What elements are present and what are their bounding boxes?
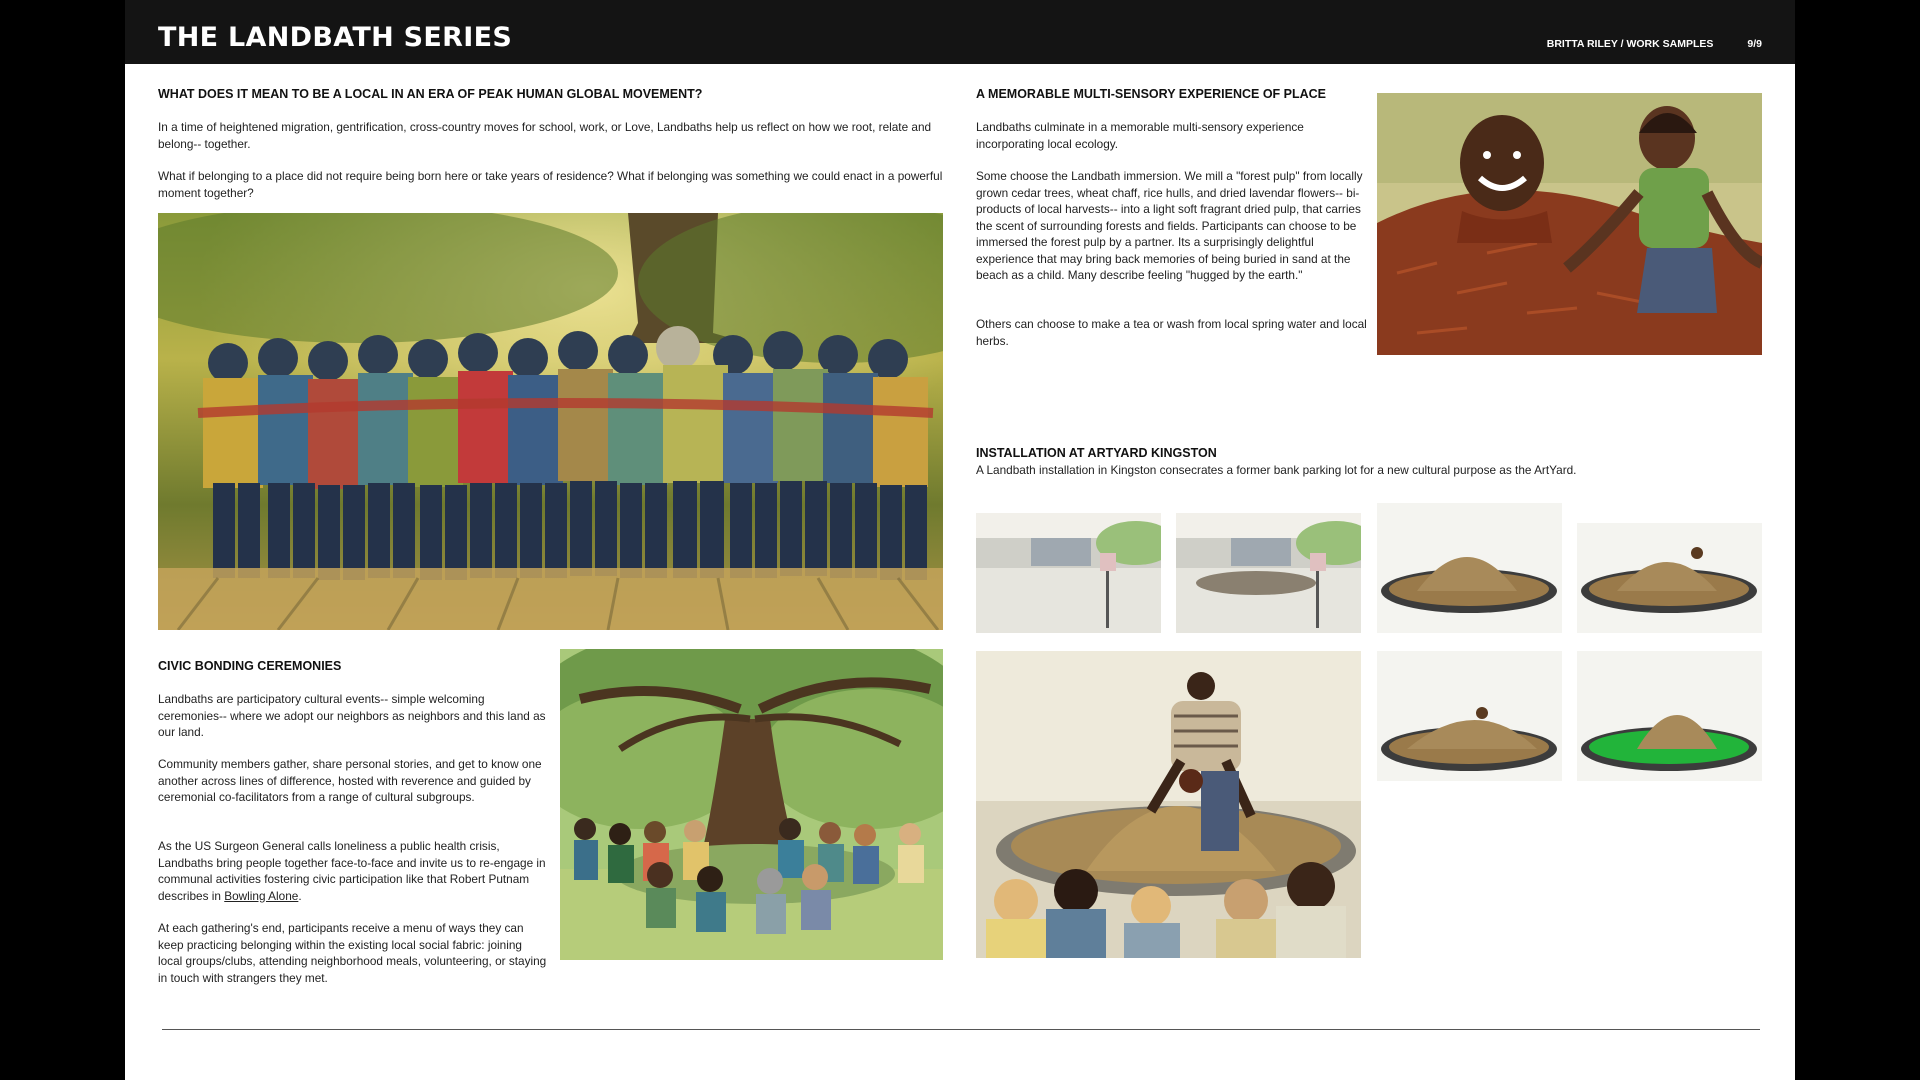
- paragraph-tea: Others can choose to make a tea or wash from local spring water and local herbs.: [976, 317, 1367, 348]
- tree-circle-illustration: [560, 649, 943, 960]
- paragraph-loneliness: [158, 838, 548, 904]
- section-heading-civic: CIVIC BONDING CEREMONIES: [158, 659, 342, 673]
- author-label: BRITTA RILEY / WORK SAMPLES: [1546, 38, 1714, 50]
- paragraph-belonging: What if belonging to a place did not require being born here or take years of residence? What if belonging was something we could enact in a powerful moment together?: [158, 169, 943, 200]
- immersion-illustration: [1377, 93, 1762, 355]
- installation-thumb-6: [1577, 651, 1762, 781]
- paragraph-artyard: A Landbath installation in Kingston consecrates a former bank parking lot for a new cultural purpose as the ArtYard.: [976, 463, 1577, 477]
- paragraph-ceremonies: Landbaths are participatory cultural events-- simple welcoming ceremonies-- where we adopt our neighbors as neighbors and this land as our land.: [158, 692, 546, 739]
- page-title: THE LANDBATH SERIES: [158, 22, 513, 53]
- loneliness-text-end: .: [298, 888, 302, 903]
- loneliness-text: As the US Surgeon General calls loneliness a public health crisis, Landbaths bring people together face-to-face and invite us to re-engage in communal activities fostering civic participation like that Robert Putnam describes in: [158, 839, 546, 903]
- group-embrace-illustration: [158, 213, 943, 630]
- paragraph-culminate: Landbaths culminate in a memorable multi-sensory experience incorporating local ecology.: [976, 120, 1304, 151]
- paragraph-immersion: Some choose the Landbath immersion. We mill a "forest pulp" from locally grown cedar trees, wheat chaff, rice hulls, and dried lavendar flowers-- bi-products of local harvests-- into a light soft fragrant dried pulp, that carries the scent of surrounding forests and fields. Participants can choose to be immersed the forest pulp by a partner. Its a surprisingly delightful experience that may bring back memories of being buried in sand at the beach as a child. Many describe feeling "hugged by the earth.": [976, 169, 1363, 282]
- paragraph-gathering-end: At each gathering's end, participants receive a menu of ways they can keep practicing belonging within the existing local social fabric: joining local groups/clubs, attending neighborhood meals, volunteering, or staying in touch with strangers they met.: [158, 921, 547, 985]
- bowling-alone-link[interactable]: Bowling Alone: [224, 888, 299, 903]
- installation-thumb-4: [1577, 523, 1762, 633]
- section-heading-local: WHAT DOES IT MEAN TO BE A LOCAL IN AN ERA OF PEAK HUMAN GLOBAL MOVEMENT?: [158, 87, 703, 101]
- installation-thumb-3: [1377, 503, 1562, 633]
- installation-thumb-5: [1377, 651, 1562, 781]
- document-page: [125, 0, 1795, 1080]
- installation-thumb-2: [1176, 513, 1361, 633]
- section-heading-sensory: A MEMORABLE MULTI-SENSORY EXPERIENCE OF PLACE: [976, 87, 1327, 101]
- paragraph-community: Community members gather, share personal stories, and get to know one another across lines of difference, hosted with reverence and guided by ceremonial co-facilitators from a range of cultural subgroups.: [158, 757, 542, 804]
- paragraph-migration: In a time of heightened migration, gentrification, cross-country moves for school, work, or Love, Landbaths help us reflect on how we root, relate and belong-- together.: [158, 120, 932, 151]
- page-number: 9/9: [1747, 38, 1762, 50]
- header-meta: [1547, 38, 1762, 50]
- page-divider: [162, 1029, 1760, 1030]
- section-heading-artyard: INSTALLATION AT ARTYARD KINGSTON: [976, 446, 1217, 460]
- page-header: [125, 0, 1795, 64]
- installation-thumb-1: [976, 513, 1161, 633]
- installation-burial-illustration: [976, 651, 1361, 958]
